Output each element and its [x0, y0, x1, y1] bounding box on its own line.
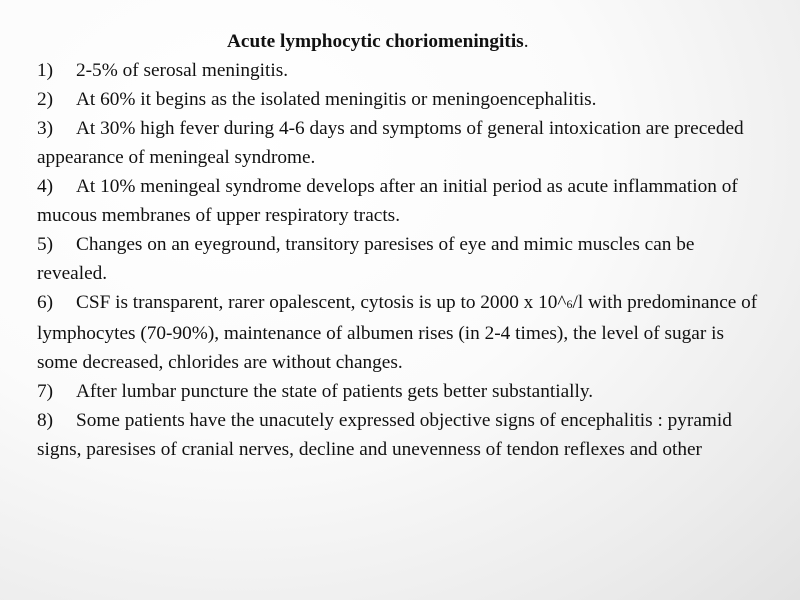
list-item — [37, 172, 767, 230]
list-item — [37, 288, 767, 377]
list-item-number: 5) — [37, 234, 54, 255]
list-item-number: 2) — [37, 89, 54, 110]
numbered-list — [37, 56, 767, 464]
list-item-number: 4) — [37, 176, 54, 197]
list-item-text: Some patients have the unacutely expressed objective signs of encephalitis : pyramid signs, paresises of cranial nerves, decline and unevenness of tendon reflexes and other — [37, 410, 732, 460]
list-item — [37, 377, 767, 406]
list-item-text: At 30% high fever during 4-6 days and symptoms of general intoxication are preceded appearance of meningeal syndrome. — [37, 118, 744, 168]
list-item-text: At 60% it begins as the isolated meningitis or meningoencephalitis. — [76, 89, 597, 110]
list-item — [37, 114, 767, 172]
slide-title-text: Acute lymphocytic choriomeningitis — [227, 31, 524, 52]
list-item — [37, 85, 767, 114]
list-item-text: Changes on an eyeground, transitory paresises of eye and mimic muscles can be revealed. — [37, 234, 695, 284]
slide-content — [37, 27, 767, 464]
slide-title — [37, 27, 767, 56]
list-item-number: 6) — [37, 292, 54, 313]
list-item-text: At 10% meningeal syndrome develops after an initial period as acute inflammation of mucous membranes of upper respiratory tracts. — [37, 176, 738, 226]
list-item-text: 2-5% of serosal meningitis. — [76, 60, 289, 81]
list-item-number: 1) — [37, 60, 54, 81]
list-item-text-before: CSF is transparent, rarer opalescent, cytosis is up to 2000 x 10^ — [76, 292, 567, 313]
list-item — [37, 56, 767, 85]
list-item-number: 7) — [37, 381, 54, 402]
list-item-exponent: 6 — [566, 297, 573, 311]
list-item-text-after: /l with predominance of lymphocytes (70-90%), maintenance of albumen rises (in 2-4 times), the level of sugar is some decreased, chlorides are without changes. — [37, 292, 758, 373]
list-item — [37, 406, 767, 464]
list-item-number: 3) — [37, 118, 54, 139]
list-item-text: After lumbar puncture the state of patients gets better substantially. — [76, 381, 594, 402]
list-item — [37, 230, 767, 288]
list-item-number: 8) — [37, 410, 54, 431]
slide-title-period: . — [523, 31, 529, 52]
